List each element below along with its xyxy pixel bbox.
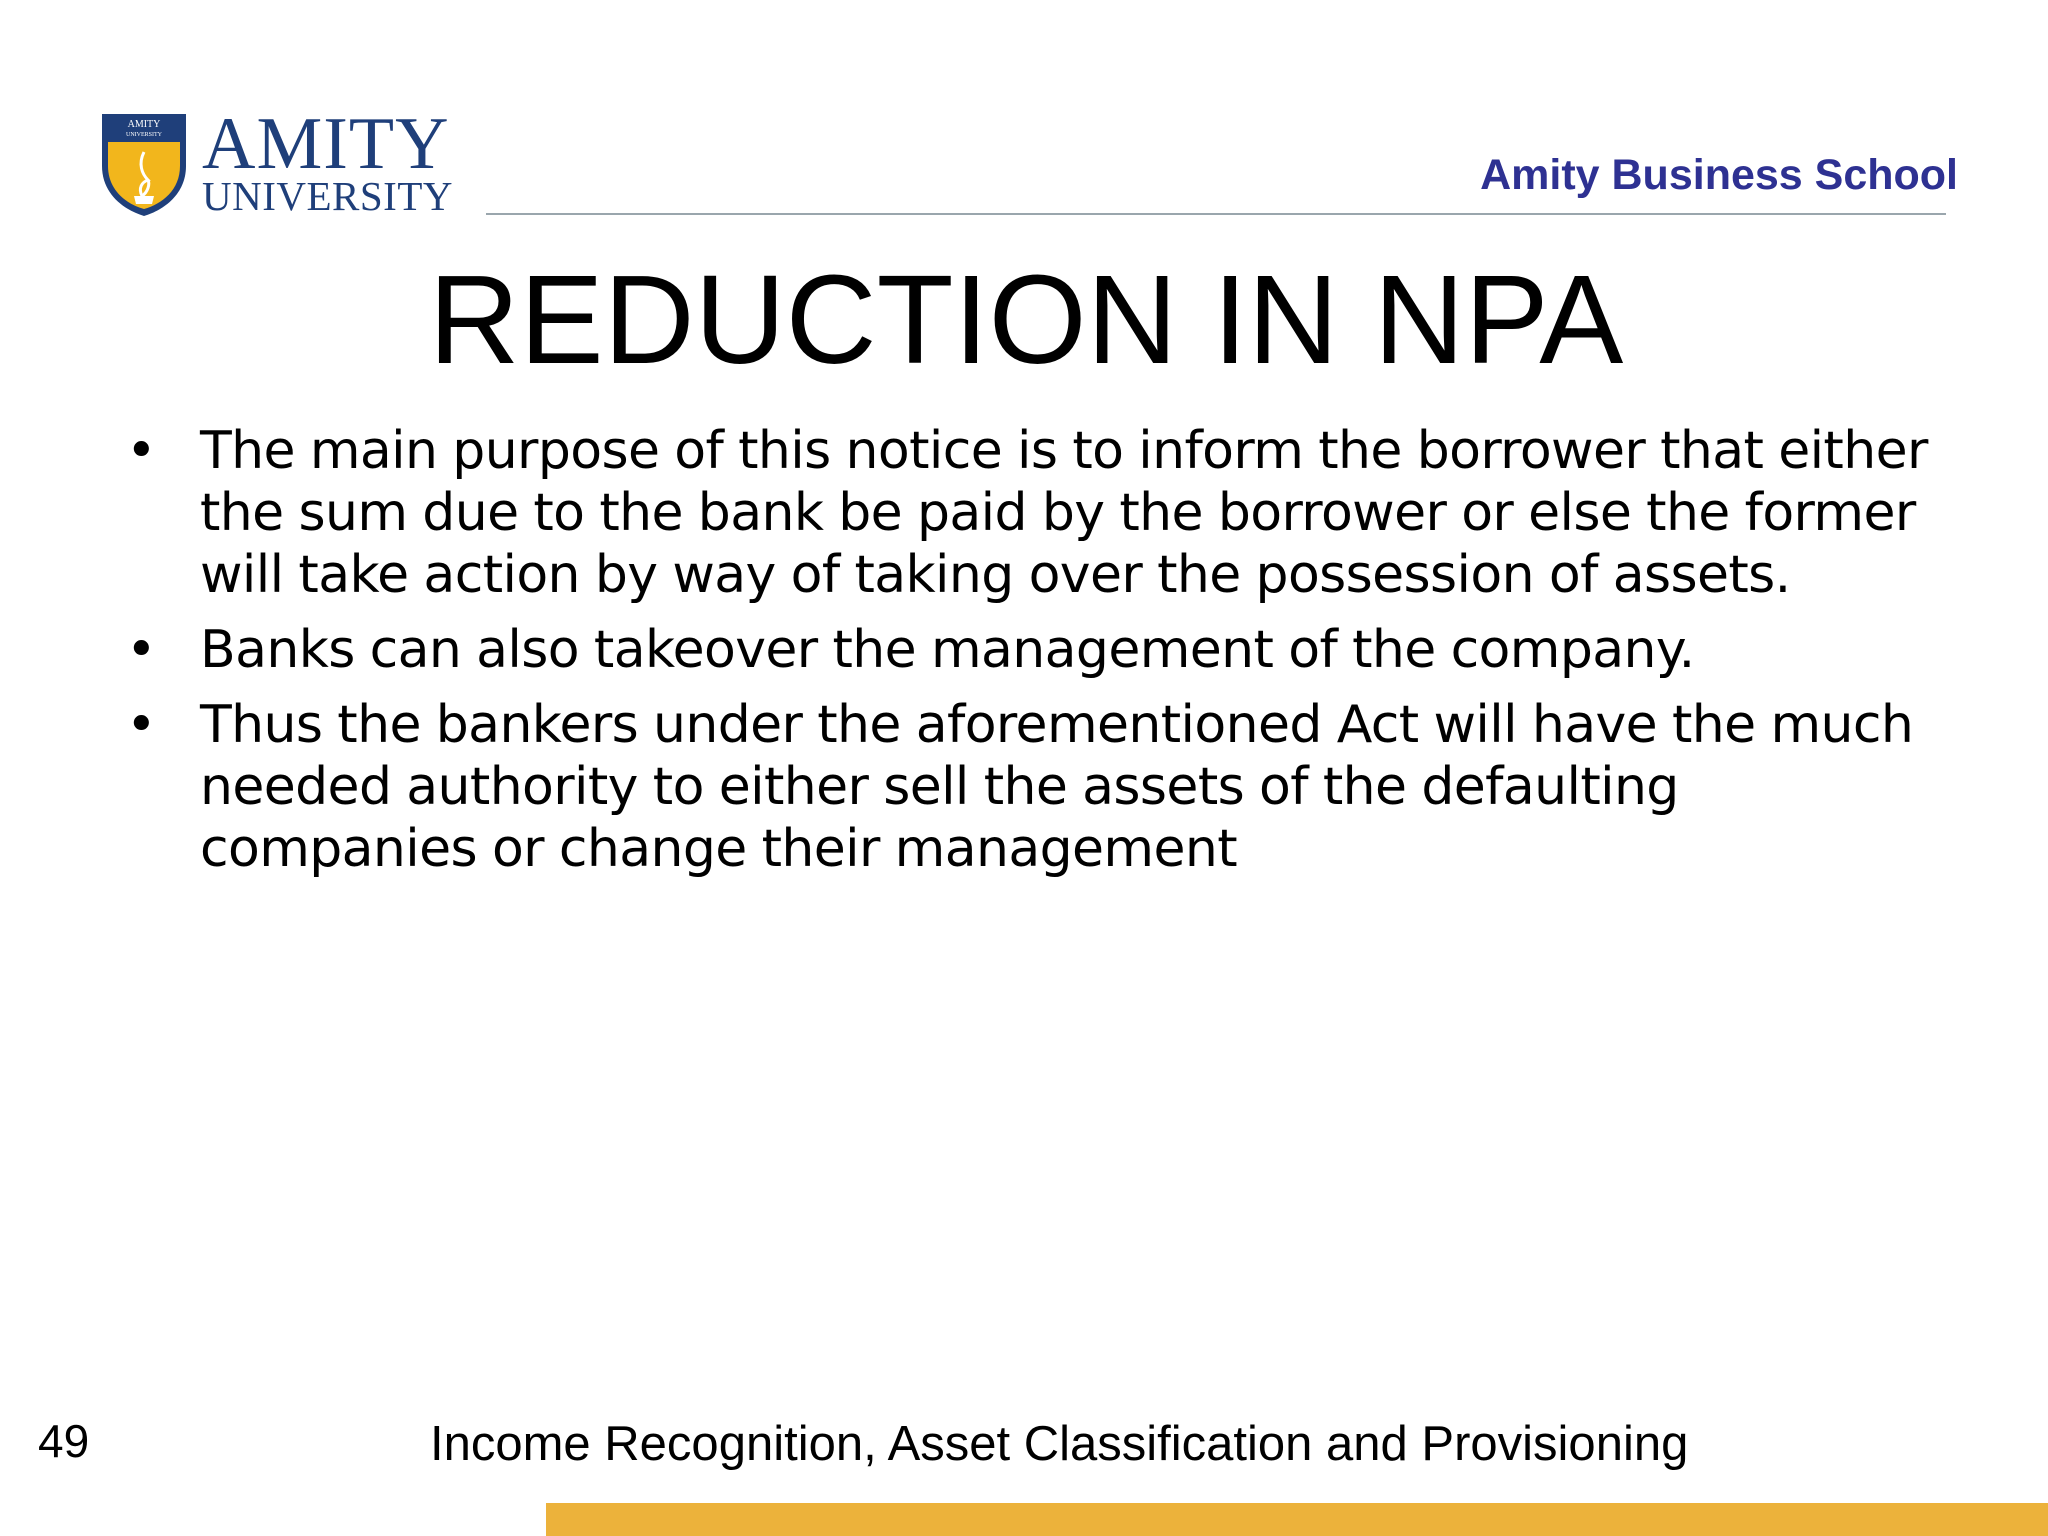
bullet-marker: • (126, 421, 157, 481)
bullet-item (120, 420, 1940, 606)
svg-text:AMITY: AMITY (127, 119, 161, 130)
bullet-item (120, 694, 1940, 880)
logo-wordmark: AMITY (202, 103, 450, 185)
school-name: Amity Business School (1480, 151, 1958, 199)
bullet-marker: • (126, 695, 157, 755)
slide-title (0, 250, 2048, 390)
bullet-text: Banks can also takeover the management of the company. (200, 620, 1695, 680)
bullet-text: Thus the bankers under the aforementioned Act will have the much needed authority to either sell the assets of the defaulting companies or change their management (200, 695, 1914, 879)
bullet-list (120, 420, 1940, 880)
bullet-item (120, 619, 1940, 681)
logo-subline: UNIVERSITY (202, 173, 453, 219)
page-number: 49 (38, 1415, 90, 1467)
footer-accent-bar (546, 1503, 2048, 1536)
amity-university-logo (98, 103, 453, 219)
bullet-text: The main purpose of this notice is to inform the borrower that either the sum due to the bank be paid by the borrower or else the former will take action by way of taking over the possession of assets. (200, 421, 1928, 605)
header-divider (486, 213, 1946, 215)
footer-title: Income Recognition, Asset Classification and Provisioning (430, 1417, 1689, 1471)
slide-title-text: REDUCTION IN NPA (428, 249, 1624, 390)
amity-shield-icon (98, 108, 190, 218)
svg-text:UNIVERSITY: UNIVERSITY (126, 132, 162, 138)
bullet-marker: • (126, 620, 157, 680)
